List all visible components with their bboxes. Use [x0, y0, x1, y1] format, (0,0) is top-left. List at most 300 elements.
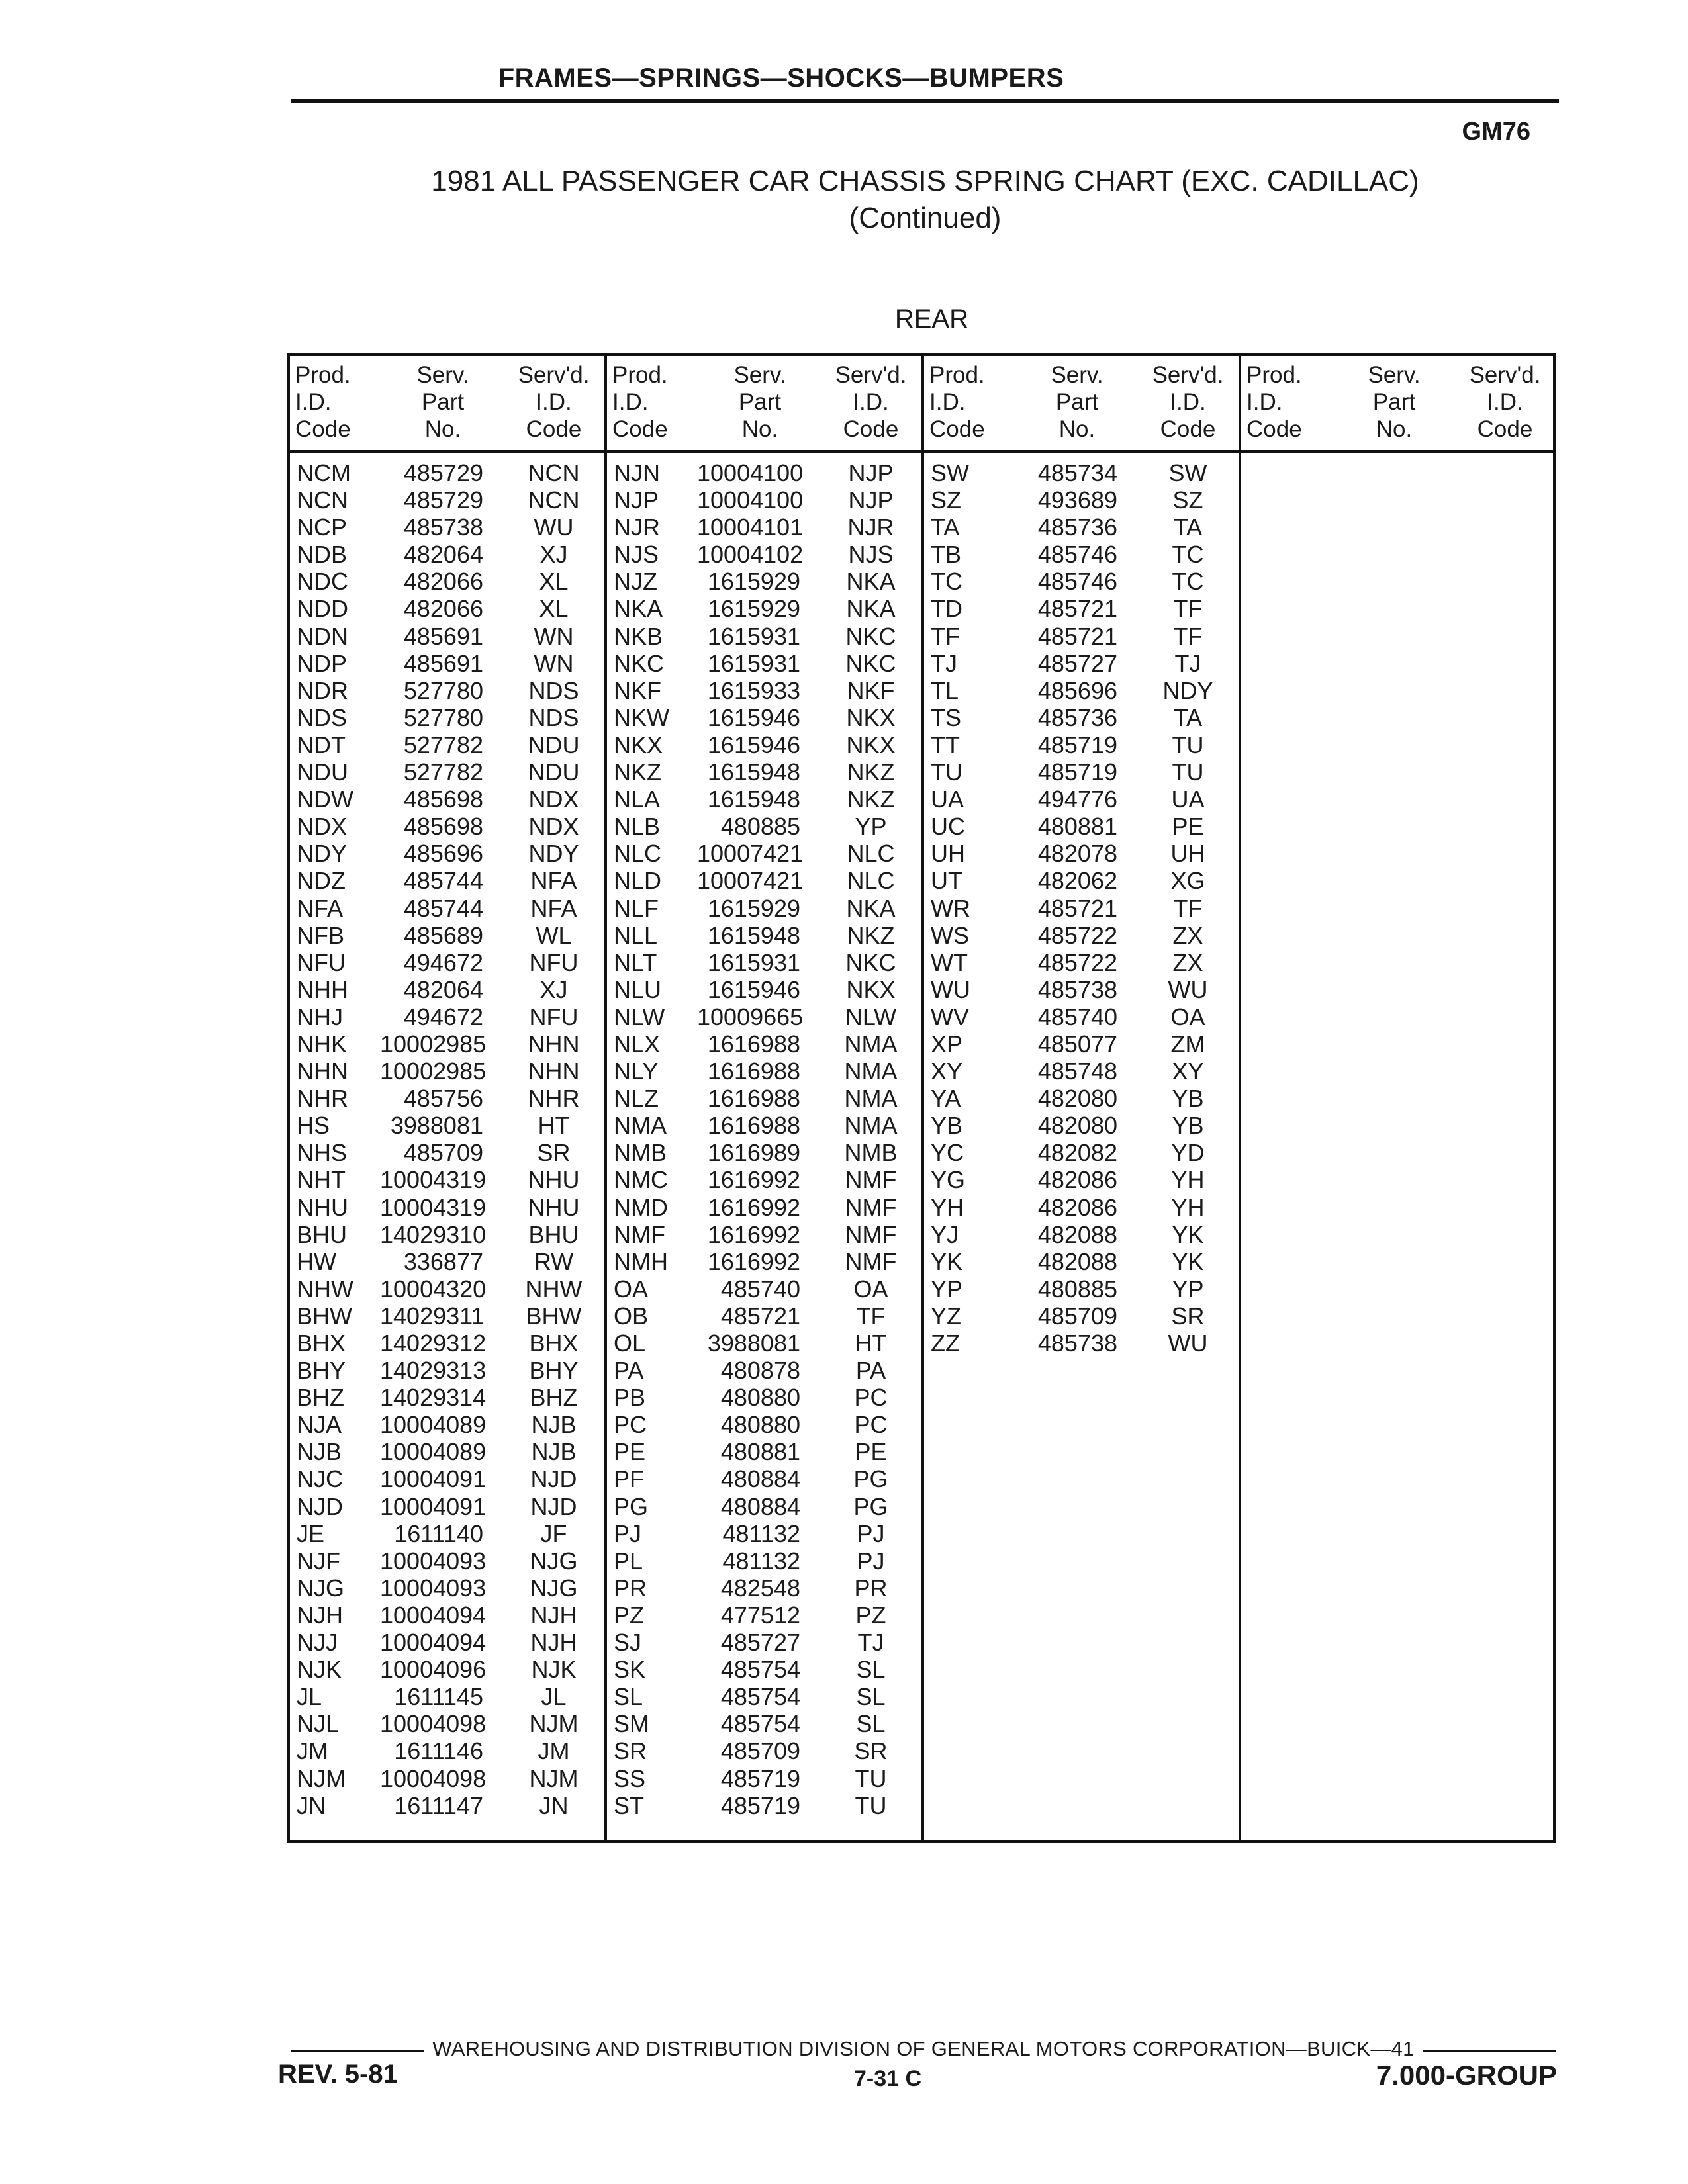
header-prod-id-code: [924, 356, 1014, 450]
table-row: [607, 1792, 921, 1819]
servd-id-code: NJB: [531, 1438, 577, 1466]
header-line: Part: [421, 389, 465, 415]
prod-id-code: NFB: [297, 921, 344, 949]
servd-id-code: BHZ: [530, 1384, 578, 1412]
servd-id-code: NJS: [848, 541, 894, 569]
prod-id-code: BHZ: [297, 1384, 344, 1412]
serv-part-no: 14029310: [380, 1220, 487, 1248]
servd-id-code: WU: [1168, 976, 1208, 1003]
servd-id-code: PG: [853, 1492, 888, 1520]
prod-id-code: PB: [614, 1384, 646, 1412]
prod-id-code: YG: [931, 1166, 966, 1194]
prod-id-code: NJB: [297, 1438, 342, 1466]
header-line: Code: [612, 416, 668, 442]
serv-part-no: 482062: [1037, 867, 1117, 895]
servd-id-code: NFA: [530, 894, 577, 922]
header-line: No.: [424, 416, 461, 442]
prod-id-code: UA: [931, 786, 964, 813]
servd-id-code: TU: [1172, 731, 1204, 758]
serv-part-no: 1615946: [707, 731, 800, 758]
servd-id-code: NKX: [846, 976, 896, 1003]
servd-id-code: NMA: [844, 1058, 898, 1085]
table-row: [290, 541, 604, 568]
prod-id-code: NHR: [297, 1085, 348, 1113]
servd-id-code: NCN: [528, 486, 580, 514]
prod-id-code: NMB: [614, 1139, 667, 1167]
prod-id-code: UH: [931, 840, 965, 868]
table-row: [607, 1465, 921, 1492]
serv-part-no: 482080: [1037, 1085, 1117, 1113]
table-row: [290, 1547, 604, 1574]
servd-id-code: NDX: [528, 813, 579, 841]
prod-id-code: NJL: [297, 1710, 340, 1738]
serv-part-no: 494672: [403, 1003, 483, 1030]
servd-id-code: TC: [1172, 541, 1204, 569]
prod-id-code: JE: [297, 1520, 325, 1547]
serv-part-no: 485744: [403, 894, 483, 922]
row-list: [924, 453, 1239, 1357]
table-row: [924, 1248, 1239, 1275]
header-line: Serv'd.: [1152, 362, 1224, 388]
serv-part-no: 482082: [1037, 1139, 1117, 1167]
serv-part-no: 480884: [720, 1465, 800, 1493]
servd-id-code: TJ: [857, 1629, 884, 1657]
serv-part-no: 485756: [403, 1085, 483, 1113]
serv-part-no: 10007421: [697, 867, 804, 895]
prod-id-code: NJN: [614, 459, 660, 486]
servd-id-code: TU: [855, 1764, 887, 1792]
prod-id-code: NKW: [614, 704, 669, 731]
table-row: [924, 1302, 1239, 1330]
prod-id-code: BHW: [297, 1302, 352, 1330]
servd-id-code: NJD: [530, 1492, 577, 1520]
servd-id-code: NJH: [530, 1601, 577, 1629]
table-row: [924, 895, 1239, 922]
serv-part-no: 485709: [720, 1737, 800, 1765]
serv-part-no: 10004101: [697, 514, 804, 541]
prod-id-code: OL: [614, 1330, 646, 1357]
prod-id-code: NDR: [297, 676, 348, 704]
table-row: [290, 568, 604, 595]
servd-id-code: HT: [538, 1112, 570, 1140]
column-group: [924, 356, 1241, 1840]
servd-id-code: NKA: [846, 894, 896, 922]
table-row: [290, 949, 604, 976]
table-row: [924, 541, 1239, 568]
serv-part-no: 1616988: [707, 1030, 800, 1058]
prod-id-code: YA: [931, 1085, 961, 1113]
header-line: I.D.: [1170, 389, 1206, 415]
serv-part-no: 10009665: [697, 1003, 804, 1030]
serv-part-no: 485721: [1037, 894, 1117, 922]
table-row: [607, 1438, 921, 1465]
header-line: Prod.: [1246, 362, 1302, 388]
header-line: Code: [1246, 416, 1302, 442]
prod-id-code: NJP: [614, 486, 659, 514]
table-row: [607, 1602, 921, 1629]
serv-part-no: 10004093: [380, 1574, 487, 1602]
servd-id-code: NKZ: [847, 786, 895, 813]
servd-id-code: YB: [1172, 1112, 1204, 1140]
serv-part-no: 1611145: [394, 1683, 483, 1711]
table-row: [607, 1030, 921, 1058]
serv-part-no: 482066: [403, 595, 483, 623]
serv-part-no: 480878: [720, 1357, 800, 1385]
header-line: I.D.: [1487, 389, 1523, 415]
prod-id-code: NDX: [297, 813, 348, 841]
servd-id-code: SR: [854, 1737, 888, 1765]
servd-id-code: ZX: [1172, 921, 1203, 949]
table-row: [290, 1384, 604, 1411]
servd-id-code: NJH: [530, 1629, 577, 1657]
serv-part-no: 3988081: [707, 1330, 800, 1357]
prod-id-code: TJ: [931, 649, 957, 677]
prod-id-code: PZ: [614, 1601, 645, 1629]
table-row: [607, 1574, 921, 1602]
serv-part-no: 527782: [403, 731, 483, 758]
table-row: [607, 1003, 921, 1030]
servd-id-code: YD: [1171, 1139, 1205, 1167]
servd-id-code: YP: [1172, 1275, 1204, 1302]
header-line: I.D.: [853, 389, 889, 415]
serv-part-no: 482078: [1037, 840, 1117, 868]
servd-id-code: XJ: [539, 541, 568, 569]
prod-id-code: TA: [931, 514, 960, 541]
servd-id-code: NDX: [528, 786, 579, 813]
serv-part-no: 485709: [403, 1139, 483, 1167]
serv-part-no: 10004098: [380, 1710, 487, 1738]
servd-id-code: TU: [855, 1792, 887, 1819]
serv-part-no: 10004094: [380, 1601, 487, 1629]
servd-id-code: NJD: [530, 1465, 577, 1493]
spring-chart-table: [287, 353, 1556, 1843]
prod-id-code: HS: [297, 1112, 330, 1140]
serv-part-no: 1616988: [707, 1112, 800, 1140]
servd-id-code: NJP: [848, 486, 894, 514]
prod-id-code: BHX: [297, 1330, 346, 1357]
table-row: [290, 704, 604, 731]
servd-id-code: OA: [853, 1275, 888, 1302]
prod-id-code: YK: [931, 1248, 963, 1275]
prod-id-code: TL: [931, 676, 959, 704]
prod-id-code: PR: [614, 1574, 647, 1602]
table-row: [290, 976, 604, 1003]
prod-id-code: NDC: [297, 568, 348, 596]
serv-part-no: 485721: [720, 1302, 800, 1330]
servd-id-code: PA: [855, 1357, 886, 1385]
table-row: [607, 949, 921, 976]
prod-id-code: TF: [931, 622, 960, 650]
servd-id-code: NMA: [844, 1085, 898, 1113]
footer-group: 7.000-GROUP: [1376, 2060, 1557, 2091]
header-line: I.D.: [929, 389, 966, 415]
servd-id-code: NHU: [528, 1166, 580, 1194]
table-row: [924, 1003, 1239, 1030]
header-serv-part-no: [1014, 356, 1140, 450]
prod-id-code: NKB: [614, 622, 663, 650]
header-line: Part: [1055, 389, 1099, 415]
serv-part-no: 482080: [1037, 1112, 1117, 1140]
prod-id-code: TB: [931, 541, 962, 569]
serv-part-no: 485746: [1037, 568, 1117, 596]
prod-id-code: NJD: [297, 1492, 343, 1520]
table-row: [924, 1275, 1239, 1302]
servd-id-code: NKX: [846, 704, 896, 731]
prod-id-code: NJG: [297, 1574, 344, 1602]
table-row: [607, 568, 921, 595]
serv-part-no: 485691: [403, 622, 483, 650]
serv-part-no: 482066: [403, 568, 483, 596]
serv-part-no: 485719: [1037, 731, 1117, 758]
servd-id-code: UA: [1171, 786, 1205, 813]
header-line: I.D.: [536, 389, 572, 415]
servd-id-code: NHN: [528, 1058, 580, 1085]
serv-part-no: 1615931: [707, 649, 800, 677]
table-row: [607, 486, 921, 514]
column-header-row: [1241, 356, 1553, 453]
table-row: [607, 704, 921, 731]
serv-part-no: 10004091: [380, 1465, 487, 1493]
header-prod-id-code: [1241, 356, 1331, 450]
header-line: Prod.: [929, 362, 985, 388]
footer-revision: REV. 5-81: [278, 2060, 398, 2089]
header-line: I.D.: [612, 389, 649, 415]
serv-part-no: 480881: [1037, 813, 1117, 841]
table-row: [924, 650, 1239, 677]
servd-id-code: JM: [538, 1737, 570, 1765]
table-row: [924, 1194, 1239, 1221]
prod-id-code: WU: [931, 976, 970, 1003]
table-row: [607, 1085, 921, 1112]
column-group: [290, 356, 607, 1840]
serv-part-no: 10004100: [697, 459, 804, 486]
prod-id-code: NMH: [614, 1248, 668, 1275]
prod-id-code: PF: [614, 1465, 645, 1493]
serv-part-no: 485691: [403, 649, 483, 677]
row-list: [290, 453, 604, 1819]
table-row: [607, 976, 921, 1003]
serv-part-no: 485738: [1037, 976, 1117, 1003]
serv-part-no: 1615929: [707, 894, 800, 922]
serv-part-no: 485738: [403, 514, 483, 541]
table-row: [290, 867, 604, 894]
serv-part-no: 1616992: [707, 1166, 800, 1194]
prod-id-code: YZ: [931, 1302, 962, 1330]
table-row: [924, 623, 1239, 650]
table-row: [924, 459, 1239, 486]
serv-part-no: 10004100: [697, 486, 804, 514]
servd-id-code: NMA: [844, 1112, 898, 1140]
serv-part-no: 493689: [1037, 486, 1117, 514]
table-row: [607, 1710, 921, 1737]
servd-id-code: TU: [1172, 758, 1204, 786]
serv-part-no: 527780: [403, 676, 483, 704]
table-row: [607, 1248, 921, 1275]
chart-title-line2: (Continued): [849, 202, 1002, 234]
serv-part-no: 485719: [720, 1764, 800, 1792]
serv-part-no: 1615931: [707, 622, 800, 650]
servd-id-code: OA: [1170, 1003, 1205, 1030]
table-row: [924, 595, 1239, 622]
serv-part-no: 485727: [1037, 649, 1117, 677]
servd-id-code: YK: [1172, 1248, 1204, 1275]
servd-id-code: NJG: [530, 1574, 578, 1602]
header-servd-id-code: [1140, 356, 1236, 450]
serv-part-no: 1611147: [394, 1792, 483, 1819]
serv-part-no: 10004091: [380, 1492, 487, 1520]
servd-id-code: NMF: [845, 1248, 897, 1275]
prod-id-code: NKZ: [614, 758, 661, 786]
servd-id-code: YP: [855, 813, 887, 841]
serv-part-no: 1616988: [707, 1058, 800, 1085]
servd-id-code: NFA: [530, 867, 577, 895]
servd-id-code: TF: [856, 1302, 886, 1330]
footer-rule-left: [291, 2050, 424, 2052]
serv-part-no: 3988081: [390, 1112, 483, 1140]
prod-id-code: XP: [931, 1030, 963, 1058]
table-row: [607, 650, 921, 677]
table-row: [607, 813, 921, 840]
column-header-row: [924, 356, 1239, 453]
table-row: [290, 1139, 604, 1166]
serv-part-no: 1616992: [707, 1220, 800, 1248]
prod-id-code: NFA: [297, 894, 344, 922]
servd-id-code: XY: [1172, 1058, 1204, 1085]
servd-id-code: PG: [853, 1465, 888, 1493]
servd-id-code: NDS: [528, 676, 579, 704]
servd-id-code: SL: [856, 1656, 886, 1684]
prod-id-code: SW: [931, 459, 969, 486]
prod-id-code: YP: [931, 1275, 963, 1302]
prod-id-code: NLD: [614, 867, 662, 895]
table-row: [607, 1411, 921, 1438]
servd-id-code: PJ: [857, 1520, 885, 1547]
servd-id-code: NDU: [528, 731, 580, 758]
table-row: [607, 1139, 921, 1166]
prod-id-code: ZZ: [931, 1330, 960, 1357]
table-row: [607, 786, 921, 813]
servd-id-code: BHW: [526, 1302, 582, 1330]
table-row: [290, 1765, 604, 1792]
serv-part-no: 481132: [722, 1520, 800, 1547]
prod-id-code: NLW: [614, 1003, 665, 1030]
serv-part-no: 480885: [1037, 1275, 1117, 1302]
footer-page-number: 7-31 C: [854, 2066, 922, 2091]
header-serv-part-no: [1331, 356, 1457, 450]
section-title: FRAMES—SPRINGS—SHOCKS—BUMPERS: [498, 64, 1064, 93]
serv-part-no: 485721: [1037, 622, 1117, 650]
prod-id-code: XY: [931, 1058, 963, 1085]
table-row: [290, 1629, 604, 1656]
serv-part-no: 1611140: [394, 1520, 483, 1547]
prod-id-code: NHH: [297, 976, 348, 1003]
table-row: [607, 1493, 921, 1520]
header-line: Serv.: [1368, 362, 1421, 388]
serv-part-no: 485722: [1037, 921, 1117, 949]
servd-id-code: ZM: [1170, 1030, 1205, 1058]
prod-id-code: NLA: [614, 786, 661, 813]
table-row: [290, 1330, 604, 1357]
serv-part-no: 485754: [720, 1710, 800, 1738]
prod-id-code: WV: [931, 1003, 969, 1030]
header-line: Serv'd.: [835, 362, 907, 388]
prod-id-code: WT: [931, 948, 968, 976]
table-row: [924, 1058, 1239, 1085]
servd-id-code: UH: [1170, 840, 1205, 868]
prod-id-code: NLF: [614, 894, 659, 922]
table-row: [924, 1166, 1239, 1193]
serv-part-no: 1615929: [707, 595, 800, 623]
prod-id-code: NHJ: [297, 1003, 343, 1030]
table-row: [607, 1656, 921, 1683]
prod-id-code: NDU: [297, 758, 348, 786]
prod-id-code: NLT: [614, 948, 657, 976]
table-row: [607, 1330, 921, 1357]
prod-id-code: TU: [931, 758, 962, 786]
serv-part-no: 14029313: [380, 1357, 487, 1385]
serv-part-no: 10007421: [697, 840, 804, 868]
prod-id-code: SL: [614, 1683, 643, 1711]
header-rule: [291, 99, 1559, 103]
servd-id-code: WN: [534, 649, 574, 677]
serv-part-no: 482088: [1037, 1248, 1117, 1275]
header-line: Serv.: [733, 362, 786, 388]
servd-id-code: YK: [1172, 1220, 1204, 1248]
table-row: [607, 1221, 921, 1248]
header-line: Serv'd.: [1469, 362, 1541, 388]
servd-id-code: YB: [1172, 1085, 1204, 1113]
servd-id-code: TF: [1173, 894, 1203, 922]
table-row: [924, 1085, 1239, 1112]
serv-part-no: 10004089: [380, 1438, 487, 1466]
serv-part-no: 480884: [720, 1492, 800, 1520]
table-row: [924, 677, 1239, 704]
servd-id-code: BHY: [529, 1357, 579, 1385]
header-servd-id-code: [506, 356, 602, 450]
servd-id-code: NDS: [528, 704, 579, 731]
table-row: [607, 1112, 921, 1139]
serv-part-no: 482064: [403, 976, 483, 1003]
serv-part-no: 485740: [1037, 1003, 1117, 1030]
serv-part-no: 485754: [720, 1656, 800, 1684]
servd-id-code: ZX: [1172, 948, 1203, 976]
servd-id-code: WN: [534, 622, 574, 650]
serv-part-no: 482088: [1037, 1220, 1117, 1248]
serv-part-no: 480880: [720, 1384, 800, 1412]
prod-id-code: NJJ: [297, 1629, 338, 1657]
prod-id-code: NKC: [614, 649, 665, 677]
header-line: Serv.: [416, 362, 469, 388]
table-row: [290, 1357, 604, 1384]
table-row: [607, 1384, 921, 1411]
servd-id-code: NKF: [847, 676, 895, 704]
prod-id-code: SJ: [614, 1629, 642, 1657]
table-row: [924, 758, 1239, 786]
table-row: [607, 1194, 921, 1221]
header-line: Code: [843, 416, 899, 442]
row-list: [607, 453, 921, 1819]
table-row: [290, 895, 604, 922]
servd-id-code: BHX: [529, 1330, 579, 1357]
servd-id-code: SR: [1171, 1302, 1205, 1330]
prod-id-code: PE: [614, 1438, 646, 1466]
table-row: [924, 1112, 1239, 1139]
header-line: Part: [1372, 389, 1416, 415]
prod-id-code: UT: [931, 867, 962, 895]
table-row: [924, 867, 1239, 894]
servd-id-code: NJG: [530, 1547, 578, 1574]
servd-id-code: HT: [855, 1330, 887, 1357]
